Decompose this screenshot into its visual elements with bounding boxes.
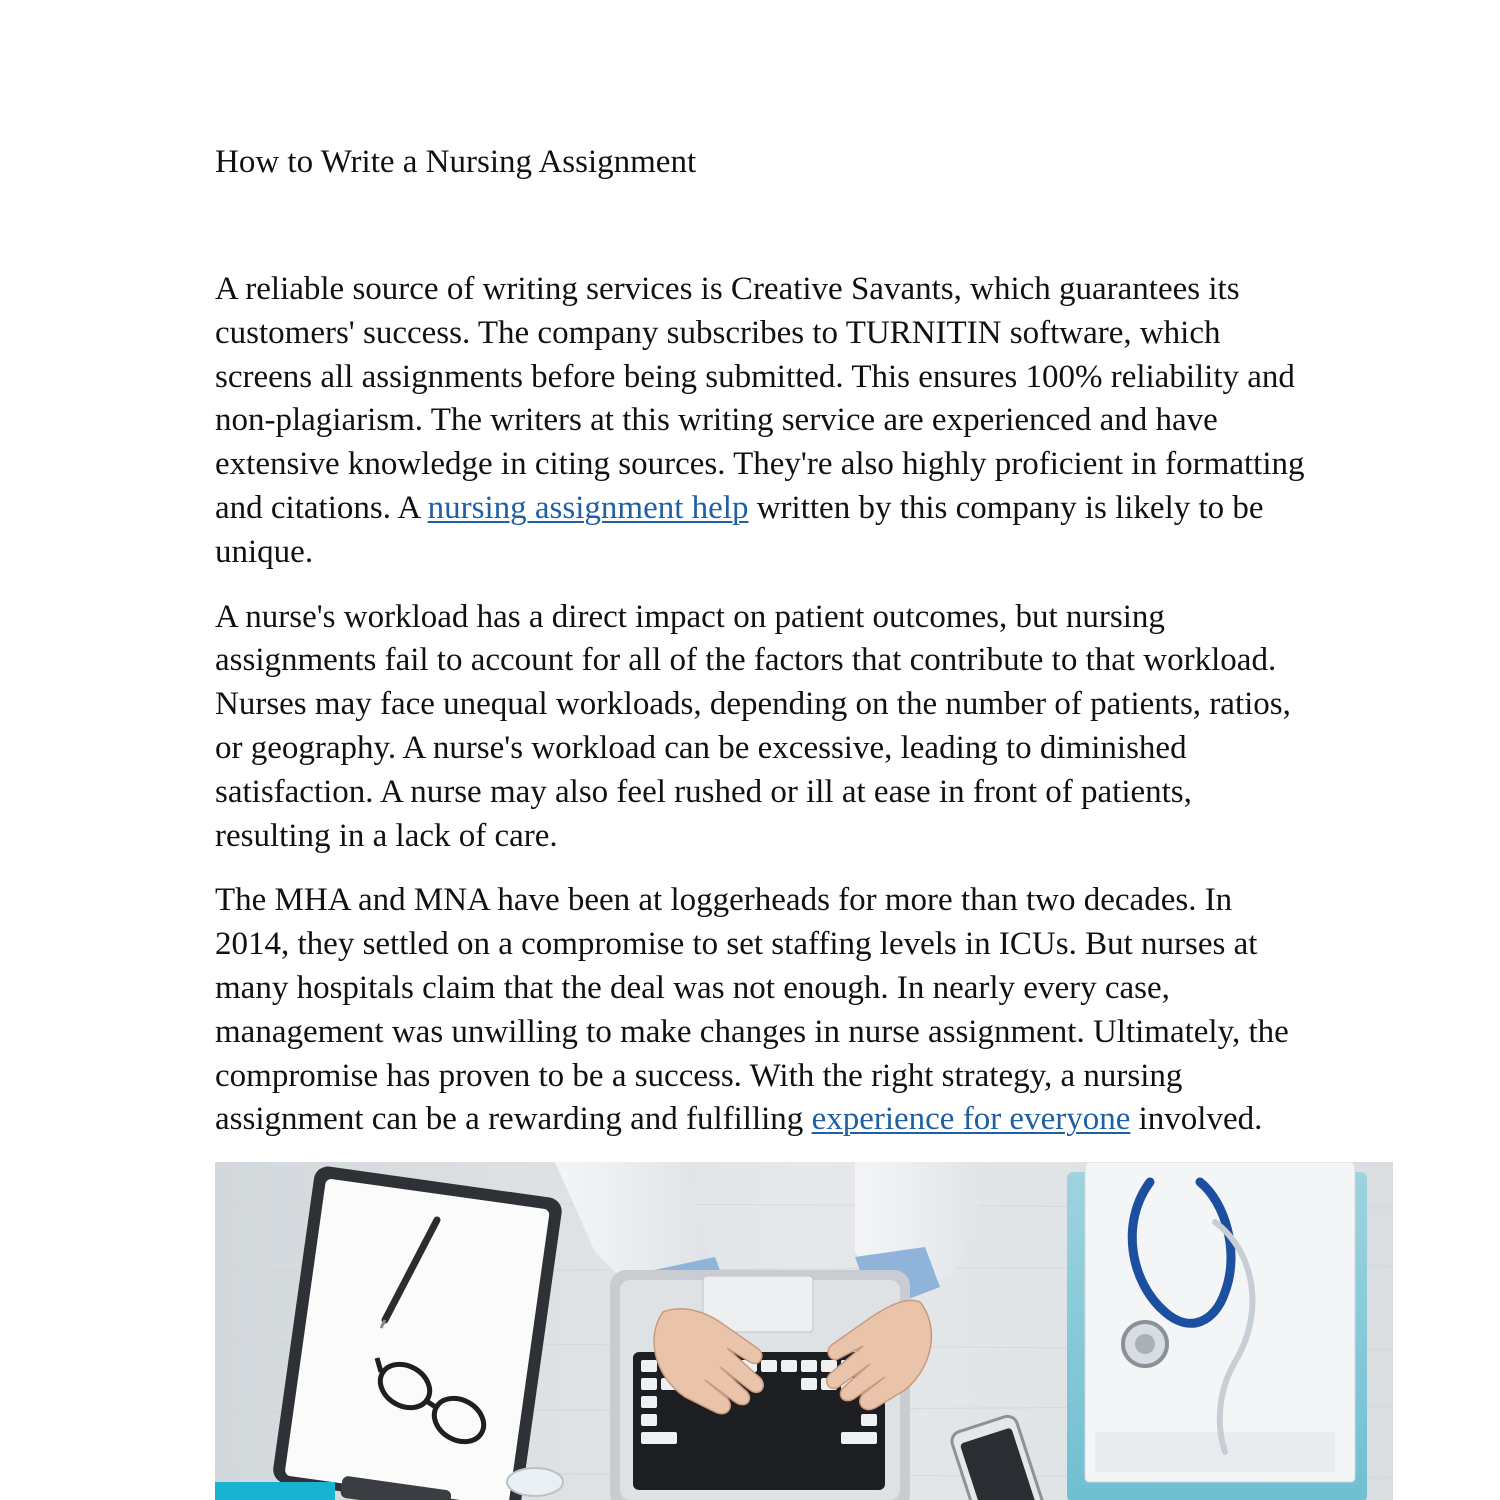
paragraph-line: extensive knowledge in citing sources. They're also highly proficient in formatting bbox=[215, 446, 1305, 483]
paragraph-line: or geography. A nurse's workload can be excessive, leading to diminished bbox=[215, 729, 1187, 766]
paragraph-3 bbox=[215, 879, 1395, 1142]
link-trail-text: written by this company is likely to be bbox=[748, 489, 1264, 526]
paragraph-line-with-link bbox=[215, 487, 1395, 531]
paragraph-line: non-plagiarism. The writers at this writing service are experienced and have bbox=[215, 402, 1218, 439]
paragraph-1 bbox=[215, 268, 1395, 575]
clipboard bbox=[271, 1165, 564, 1500]
paragraph-line: A reliable source of writing services is Creative Savants, which guarantees its bbox=[215, 271, 1240, 307]
paragraph-line: management was unwilling to make changes in nurse assignment. Ultimately, the bbox=[215, 1013, 1289, 1050]
paragraph-line: Nurses may face unequal workloads, depending on the number of patients, ratios, bbox=[215, 686, 1291, 723]
link-trail-text: involved. bbox=[1130, 1101, 1263, 1138]
photo-illustration bbox=[215, 1162, 1393, 1500]
water-glass bbox=[507, 1468, 563, 1496]
teal-notebook bbox=[215, 1482, 335, 1500]
paragraph-line: satisfaction. A nurse may also feel rushed or ill at ease in front of patients, bbox=[215, 773, 1192, 810]
paragraph-line: screens all assignments before being submitted. This ensures 100% reliability and bbox=[215, 358, 1295, 395]
paragraph-line: assignments fail to account for all of the factors that contribute to that workload. bbox=[215, 642, 1277, 679]
nursing-assignment-help-link[interactable]: nursing assignment help bbox=[427, 489, 749, 526]
paragraph-line: A nurse's workload has a direct impact on patient outcomes, but nursing bbox=[215, 598, 1165, 635]
document-body bbox=[215, 268, 1395, 1163]
paragraph-line: unique. bbox=[215, 533, 314, 570]
paragraph-line: compromise has proven to be a success. With the right strategy, a nursing bbox=[215, 1057, 1183, 1094]
paragraph-line: many hospitals claim that the deal was not enough. In nearly every case, bbox=[215, 969, 1170, 1006]
paragraph-line: The MHA and MNA have been at loggerheads for more than two decades. In bbox=[215, 882, 1233, 919]
paragraph-line-with-link bbox=[215, 1098, 1395, 1142]
link-lead-text: assignment can be a rewarding and fulfilling bbox=[215, 1101, 812, 1138]
paragraph-line: customers' success. The company subscribes to TURNITIN software, which bbox=[215, 314, 1221, 351]
document-title: How to Write a Nursing Assignment bbox=[215, 144, 697, 180]
paragraph-2 bbox=[215, 596, 1395, 859]
doctor-laptop-photo bbox=[215, 1162, 1393, 1500]
link-lead-text: and citations. A bbox=[215, 489, 428, 526]
paragraph-line: resulting in a lack of care. bbox=[215, 817, 558, 854]
experience-for-everyone-link[interactable]: experience for everyone bbox=[811, 1101, 1131, 1138]
blue-folder bbox=[1067, 1162, 1367, 1500]
paragraph-line: 2014, they settled on a compromise to set staffing levels in ICUs. But nurses at bbox=[215, 926, 1258, 963]
